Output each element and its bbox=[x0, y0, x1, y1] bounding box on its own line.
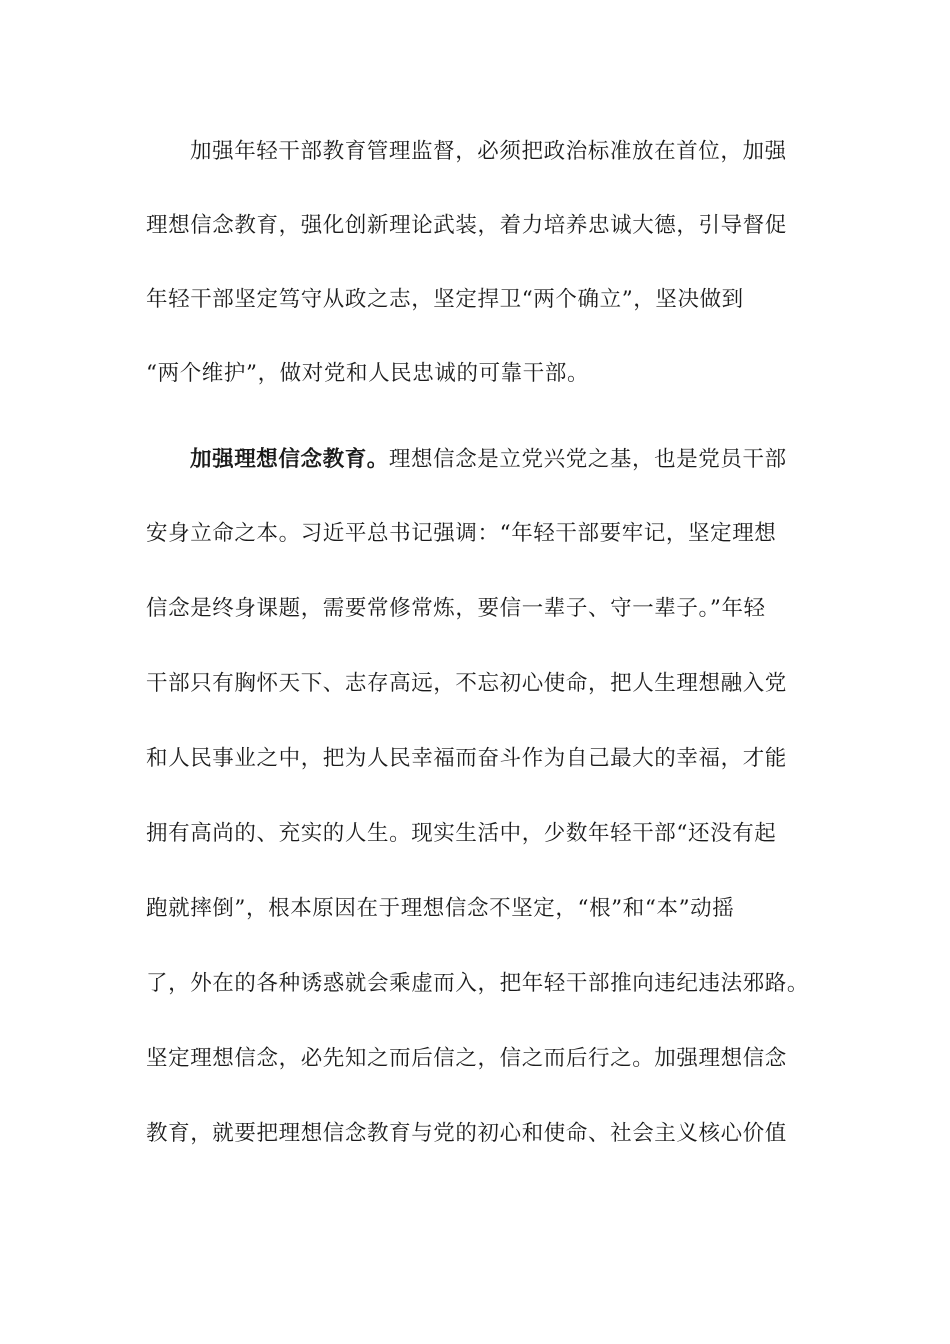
paragraph-line: “两个维护”，做对党和人民忠诚的可靠干部。 bbox=[146, 361, 590, 386]
paragraph-line: 和人民事业之中，把为人民幸福而奋斗作为自己最大的幸福，才能 bbox=[146, 746, 787, 771]
section-heading: 加强理想信念教育。 bbox=[190, 447, 389, 472]
paragraph-line: 跑就摔倒”，根本原因在于理想信念不坚定，“根”和“本”动摇 bbox=[146, 896, 735, 921]
paragraph-line: 拥有高尚的、充实的人生。现实生活中，少数年轻干部“还没有起 bbox=[146, 821, 777, 846]
paragraph-line: 年轻干部坚定笃守从政之志，坚定捍卫“两个确立”，坚决做到 bbox=[146, 287, 744, 312]
paragraph-text: 理想信念是立党兴党之基，也是党员干部 bbox=[388, 447, 787, 472]
paragraph-line: 教育，就要把理想信念教育与党的初心和使命、社会主义核心价值 bbox=[146, 1121, 787, 1146]
paragraph-line: 坚定理想信念，必先知之而后信之，信之而后行之。加强理想信念 bbox=[146, 1046, 787, 1071]
paragraph-line: 安身立命之本。习近平总书记强调：“年轻干部要牢记，坚定理想 bbox=[146, 521, 777, 546]
paragraph-line: 信念是终身课题，需要常修常炼，要信一辈子、守一辈子。”年轻 bbox=[146, 596, 766, 621]
paragraph-line: 加强年轻干部教育管理监督，必须把政治标准放在首位，加强 bbox=[190, 139, 787, 164]
paragraph-line: 理想信念教育，强化创新理论武装，着力培养忠诚大德，引导督促 bbox=[146, 213, 787, 238]
paragraph-first-line bbox=[190, 446, 787, 474]
paragraph-line: 干部只有胸怀天下、志存高远，不忘初心使命，把人生理想融入党 bbox=[146, 671, 787, 696]
paragraph-line: 了，外在的各种诱惑就会乘虚而入，把年轻干部推向违纪违法邪路。 bbox=[146, 971, 810, 996]
